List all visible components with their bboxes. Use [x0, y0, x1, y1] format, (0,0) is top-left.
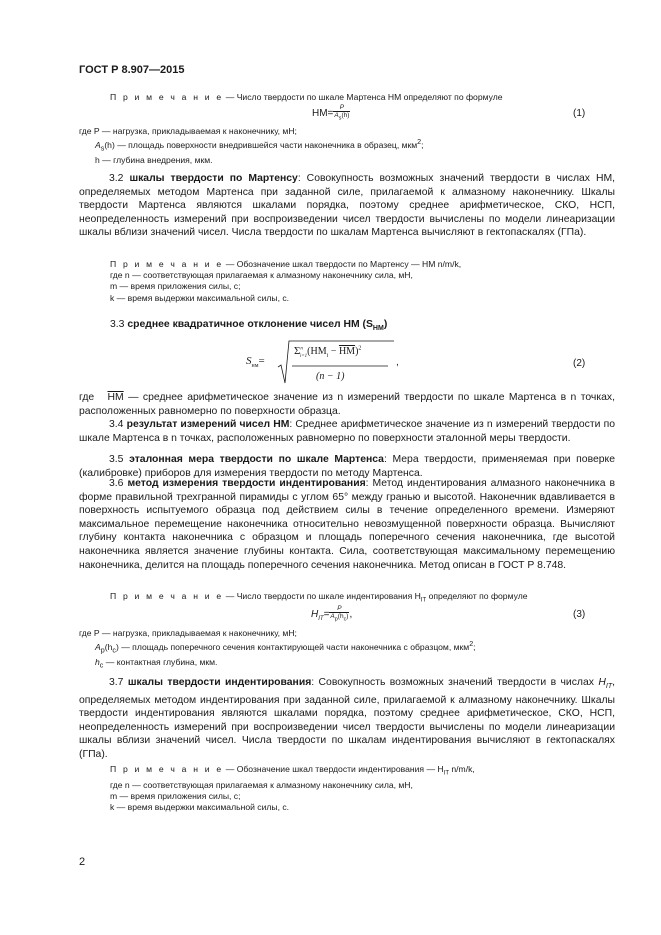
formula-3-eq: =	[323, 608, 330, 620]
section-3-3-term-end: )	[383, 319, 388, 330]
formula-3-number: (3)	[573, 609, 586, 620]
section-3-6	[79, 477, 615, 572]
formula-2-lhs: S	[246, 355, 252, 367]
note-1-label: П р и м е ч а н и е	[110, 92, 224, 102]
section-3-7-text-1: : Совокупность возможных значений твердости в числах	[311, 677, 599, 688]
section-3-4-term: результат измерений чисел НМ	[126, 419, 290, 430]
formula-1-number: (1)	[573, 108, 586, 119]
where-a-sub: s	[100, 144, 105, 153]
formula-2-denominator	[316, 371, 344, 382]
formula-2-close: )	[355, 346, 359, 357]
note-1-where-h: h — глубина внедрения, мкм.	[95, 154, 213, 165]
note-4-line-3: m — время приложения силы, с;	[110, 791, 241, 802]
formula-2-number: (2)	[573, 358, 586, 369]
section-3-2-text: : Совокупность возможных значений твердости в числах НМ, определяемых методом Мартенса при заданной силе, прилагаемой к алмазному наконечнику. Шкалы твердости Мартенса являются шкалами порядка, поэтому среднее арифметическое, СКО, НСП, неопределенность измерений при воспроизведении чисел твердости вычислены по модели линеаризации шкалы вблизи значений чисел. Числа твердости по шкалам Мартенса вычисляют в гектопаскалях (ГПа).	[79, 173, 616, 239]
note-3-label: П р и м е ч а н и е	[110, 591, 224, 601]
section-3-3-number: 3.3	[110, 319, 125, 330]
formula-1-numerator: P	[339, 104, 345, 111]
note-2-label: П р и м е ч а н и е	[110, 259, 224, 269]
note-3-text: — Число твердости по шкале индентирования H	[223, 591, 421, 601]
note-4-text: — Обозначение шкал твердости индентирования — H	[223, 764, 444, 774]
formula-2-lhs-sub: нм	[251, 363, 259, 370]
note-3-where-h-sub: c	[99, 661, 104, 670]
formula-2-square: 2	[358, 345, 362, 352]
section-3-3-where	[79, 391, 615, 418]
note-1-where-p: где P — нагрузка, прикладываемая к наконечнику, мН;	[79, 126, 297, 136]
where-a-text: (h) — площадь поверхности внедрившейся части наконечника в образец, мкм	[104, 140, 418, 151]
section-3-7-term: шкалы твердости индентирования	[127, 677, 312, 688]
section-3-3-term: среднее квадратичное отклонение чисел НМ (S	[127, 319, 373, 330]
note-1	[110, 92, 590, 103]
section-3-7	[79, 676, 615, 762]
section-3-2-number: 3.2	[109, 173, 124, 184]
where-a-symbol: A	[95, 140, 101, 151]
note-1-where	[79, 126, 599, 166]
formula-2-sum-bot: i=1	[299, 354, 308, 359]
formula-2-sum-top: n	[300, 346, 303, 352]
section-3-2-term: шкалы твердости по Мартенсу	[129, 173, 298, 184]
formula-3-lhs-sub: IT	[318, 615, 324, 622]
section-3-5-term: эталонная мера твердости по шкале Мартенса	[129, 454, 384, 465]
formula-2-body-sub: i	[326, 353, 329, 359]
section-3-6-text: : Метод индентирования алмазного наконечника в форме правильной трехгранной пирамиды с углом 65° между гранью и высотой. Наконечник вдавливается в поверхность испытуемого образца под действием силы в течение определенного времени. Измеряют максимальное перемещение наконечника относительно невозмущенной поверхности образца. Вычисляют глубину контакта наконечника с образцом и площадь поперечного сечения наконечника, где высотой наконечника является значение глубины контакта. Сила, соответствующая максимальному перемещению наконечника, делится на площадь поперечного сечения наконечника. Метод описан в ГОСТ Р 8.748.	[79, 478, 615, 571]
formula-2-comma: ,	[396, 357, 399, 368]
note-4	[110, 764, 590, 814]
formula-2-minus: −	[328, 346, 339, 357]
formula-3-den-end: )	[346, 613, 349, 620]
where-a-end: ;	[421, 140, 424, 151]
note-3-where	[79, 628, 619, 672]
formula-3-lhs: H	[311, 608, 319, 620]
document-header: ГОСТ Р 8.907—2015	[79, 64, 185, 76]
note-2-text: — Обозначение шкал твердости по Мартенсу — НМ n/m/k,	[223, 259, 462, 269]
section-3-7-h: H	[598, 677, 606, 688]
note-3-where-h	[79, 657, 619, 672]
note-1-text: — Число твердости по шкале Мартенса НМ определяют по формуле	[223, 92, 503, 102]
section-3-3-heading	[110, 318, 610, 336]
note-2	[110, 259, 590, 304]
note-2-line-2: где n — соответствующая прилагаемая к алмазному наконечнику сила, мН,	[110, 270, 413, 281]
section-3-6-number: 3.6	[109, 478, 124, 489]
note-3-where-a-end: ;	[473, 642, 476, 653]
formula-2-den-text: (n − 1)	[316, 371, 345, 382]
section-3-5-text: : Мера твердости, применяемая при поверке (калибровке) приборов для измерения твердости по методу Мартенса.	[79, 454, 615, 479]
formula-1-denominator: A	[334, 112, 339, 119]
note-4-line-2: где n — соответствующая прилагаемая к алмазному наконечнику сила, мН,	[110, 779, 413, 790]
note-3-where-a-mid-sub: c	[112, 646, 116, 655]
formula-3-den-tail: (h	[337, 613, 344, 620]
formula-1-den-tail: (h)	[341, 112, 350, 119]
formula-3	[311, 605, 352, 623]
where-mean: $\overline{HM}$	[107, 392, 124, 403]
formula-3-numerator: P	[337, 605, 342, 612]
note-2-line-3: m — время приложения силы, с;	[110, 281, 241, 292]
where-a-sup: 2	[417, 138, 422, 147]
section-3-4-text: : Среднее арифметическое значение из n измерений твердости по шкале Мартенса в n точках, расположенных равномерно по поверхности эталонной меры твердости.	[79, 419, 615, 444]
formula-1-fraction	[333, 104, 350, 122]
formula-2-numerator	[294, 345, 361, 359]
section-3-4	[79, 418, 615, 445]
formula-2-eq: =	[258, 355, 265, 367]
note-2-line-4: k — время выдержки максимальной силы, с.	[110, 292, 290, 303]
note-3-where-h-symbol: h	[95, 656, 100, 667]
formula-3-den-tail-sub: c	[343, 616, 347, 623]
where-mean-text: — среднее арифметическое значение из n измерений твердости по шкале Мартенса в n точках, расположенных равномерно по поверхности образца.	[79, 392, 615, 417]
note-4-line-4: k — время выдержки максимальной силы, с.	[110, 802, 290, 813]
section-3-3-term-sub: НМ	[372, 325, 384, 333]
formula-3-fraction	[329, 605, 349, 623]
note-3-where-a-sup: 2	[469, 640, 474, 649]
formula-2-sum: Σ	[294, 345, 301, 357]
section-3-7-number: 3.7	[109, 677, 124, 688]
where-lead: где	[79, 392, 95, 403]
section-3-6-term: метод измерения твердости индентирования	[127, 478, 366, 489]
note-3-where-a	[79, 639, 619, 657]
formula-3-comma: ,	[349, 608, 353, 620]
section-3-2	[79, 172, 615, 240]
formula-2-mean: $\overline{HM}$	[338, 346, 356, 357]
note-4-text-end: n/m/k,	[449, 764, 475, 774]
section-3-7-h-sub: IT	[605, 683, 613, 691]
note-3-text-end: определяют по формуле	[426, 591, 528, 601]
section-3-4-number: 3.4	[109, 419, 124, 430]
formula-3-den: A	[330, 613, 335, 620]
formula-1-lhs: НМ=	[312, 107, 334, 119]
note-4-label: П р и м е ч а н и е	[110, 764, 224, 774]
formula-1-den-sub: s	[338, 115, 342, 122]
note-3-where-a-text: ) — площадь поперечного сечения контактирующей части наконечника с образцом, мкм	[115, 642, 470, 653]
note-3-where-a-sub: p	[100, 646, 105, 655]
formula-2-body: (HM	[307, 346, 327, 357]
formula-3-den-sub: p	[334, 616, 338, 623]
page-number: 2	[79, 856, 86, 868]
note-3-where-a-mid: (h	[104, 642, 113, 653]
note-4-text-sub: IT	[443, 770, 449, 777]
formula-1	[312, 104, 350, 122]
note-3-where-p: где P — нагрузка, прикладываемая к наконечнику, мН;	[79, 628, 297, 638]
section-3-5-number: 3.5	[109, 454, 124, 465]
note-3-text-sub: IT	[420, 597, 427, 604]
note-1-where-a	[79, 137, 599, 155]
note-3-where-h-text: — контактная глубина, мкм.	[103, 656, 218, 667]
note-3-where-a-symbol: A	[95, 642, 101, 653]
section-3-7-text-2: , определяемых методом индентирования при заданной силе, прилагаемой к алмазному наконечнику. Шкалы твердости индентирования являются шкалами порядка, поэтому среднее арифметическое, СКО, НСП, неопределенность измерений при воспроизведении чисел твердости вычислены по модели линеаризации шкалы вблизи значений чисел. Числа твердости по шкалам индентирования вычисляют в гектопаскалях (ГПа).	[79, 677, 615, 761]
